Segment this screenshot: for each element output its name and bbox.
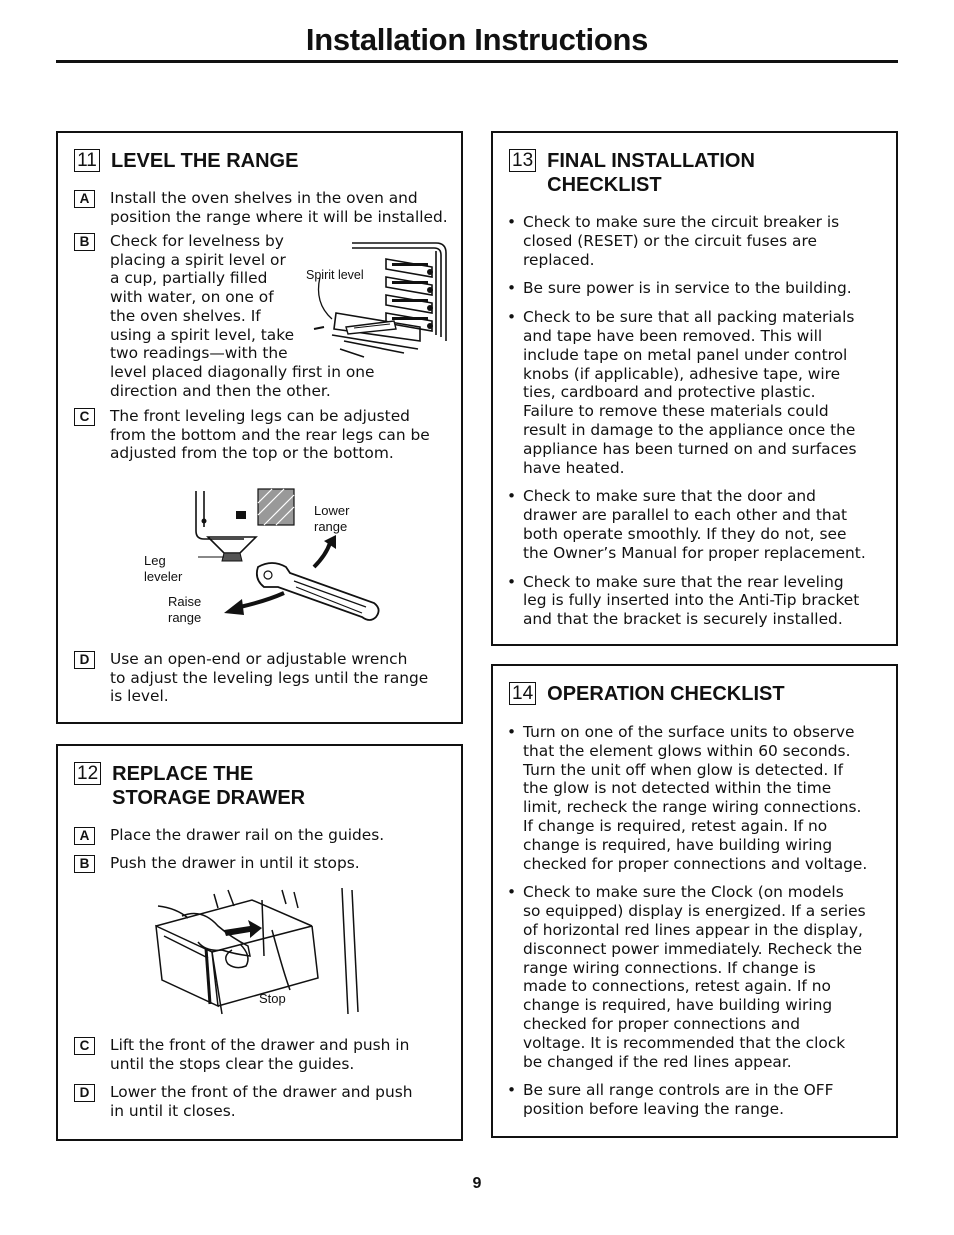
section-level-the-range (56, 131, 463, 724)
section-number: 12 (74, 762, 101, 785)
section-number: 11 (74, 149, 100, 172)
leg-leveler-illustration (138, 483, 388, 633)
step-letter: A (74, 827, 95, 845)
drawer-illustration (152, 886, 362, 1028)
step-letter: B (74, 233, 95, 251)
section-title-line-1: REPLACE THE (112, 763, 254, 785)
checklist-item: • Check to make sure that the rear leveling leg is fully inserted into the Anti-Tip bracket and that the bracket is securely installed. (507, 573, 892, 629)
section-final-installation-checklist (491, 131, 898, 646)
page-title: Installation Instructions (305, 22, 649, 57)
step-text: Use an open-end or adjustable wrench to adjust the leveling legs until the range is level. (110, 650, 429, 706)
step-text: Lower the front of the drawer and push in until it closes. (110, 1083, 413, 1120)
section-number: 14 (509, 682, 536, 705)
leg-leveler-label: Leg leveler (144, 553, 183, 584)
oven-shelves-drawing (304, 237, 454, 361)
spirit-level-label: Spirit level (306, 268, 364, 282)
section-title-line-2: CHECKLIST (547, 174, 662, 196)
checklist-item: • Be sure power is in service to the building. (507, 279, 892, 298)
step-c (74, 1036, 454, 1073)
checklist-item: • Check to make sure that the door and drawer are parallel to each other and that both operate smoothly. If they do not, see the Owner’s Manual for proper replacement. (507, 487, 892, 562)
checklist-item: • Be sure all range controls are in the OFF position before leaving the range. (507, 1081, 892, 1119)
step-text: Install the oven shelves in the oven and position the range where it will be installed. (110, 189, 448, 226)
step-letter: C (74, 1037, 95, 1055)
checklist-item: • Check to make sure the Clock (on models so equipped) display is energized. If a series of horizontal red lines appear in the display, disconnect power immediately. Recheck the range wiring connections. If change is made to connections, retest again. If no change is required, have building wiring checked for proper connections and voltage. It is recommended that the clock be changed if the red lines appear. (507, 883, 892, 1071)
step-letter: B (74, 855, 95, 873)
section-title-line-1: FINAL INSTALLATION (547, 150, 755, 172)
section-title-line-2: STORAGE DRAWER (112, 787, 306, 809)
section-title: OPERATION CHECKLIST (547, 683, 785, 705)
stop-label: Stop (259, 991, 286, 1006)
step-a (74, 189, 454, 226)
section-replace-storage-drawer (56, 744, 463, 1141)
step-text: Lift the front of the drawer and push in until the stops clear the guides. (110, 1036, 410, 1073)
step-d (74, 650, 454, 706)
section-title: LEVEL THE RANGE (111, 150, 299, 172)
section-header (509, 149, 755, 197)
final-checklist (507, 213, 892, 629)
checklist-item: • Turn on one of the surface units to observe that the element glows within 60 seconds. Turn the unit off when glow is detected. If the glow is not detected within the time limit, recheck the range wiring connections. If change is required, retest again. If no change is required, have building wiring checked for proper connections and voltage. (507, 723, 892, 873)
step-d (74, 1083, 454, 1120)
step-c (74, 407, 454, 463)
step-letter: D (74, 651, 95, 669)
raise-range-label: Raise range (168, 594, 202, 625)
step-text: Push the drawer in until it stops. (110, 854, 360, 872)
drawer-drawing (152, 886, 362, 1028)
step-letter: A (74, 190, 95, 208)
step-text: The front leveling legs can be adjusted from the bottom and the rear legs can be adjusted from the top or the bottom. (110, 407, 430, 463)
section-title (547, 149, 755, 197)
step-text: Place the drawer rail on the guides. (110, 826, 385, 844)
step-text: Check for levelness by placing a spirit level or a cup, partially filled with water, on one of the oven shelves. If using a spirit level, take two readings—with the level placed diagonally first in one direction and then the other. (110, 232, 375, 400)
spirit-level-illustration (304, 237, 454, 361)
section-header (509, 682, 785, 706)
lower-range-label: Lower range (314, 503, 350, 534)
step-a (74, 826, 454, 845)
title-rule (56, 60, 898, 63)
operation-checklist (507, 723, 892, 1119)
section-number: 13 (509, 149, 536, 172)
checklist-item: • Check to make sure the circuit breaker is closed (RESET) or the circuit fuses are replaced. (507, 213, 892, 269)
section-operation-checklist (491, 664, 898, 1138)
step-letter: C (74, 408, 95, 426)
section-header (74, 149, 298, 173)
section-header (74, 762, 305, 810)
section-title (112, 762, 305, 810)
page-number: 9 (472, 1175, 482, 1192)
step-letter: D (74, 1084, 95, 1102)
step-b (74, 854, 454, 873)
checklist-item: • Check to be sure that all packing materials and tape have been removed. This will include tape on metal panel under control knobs (if applicable), adhesive tape, wire ties, cardboard and protective plastic. Failure to remove these materials could result in damage to the appliance once the appliance has been turned on and surfaces have heated. (507, 308, 892, 477)
